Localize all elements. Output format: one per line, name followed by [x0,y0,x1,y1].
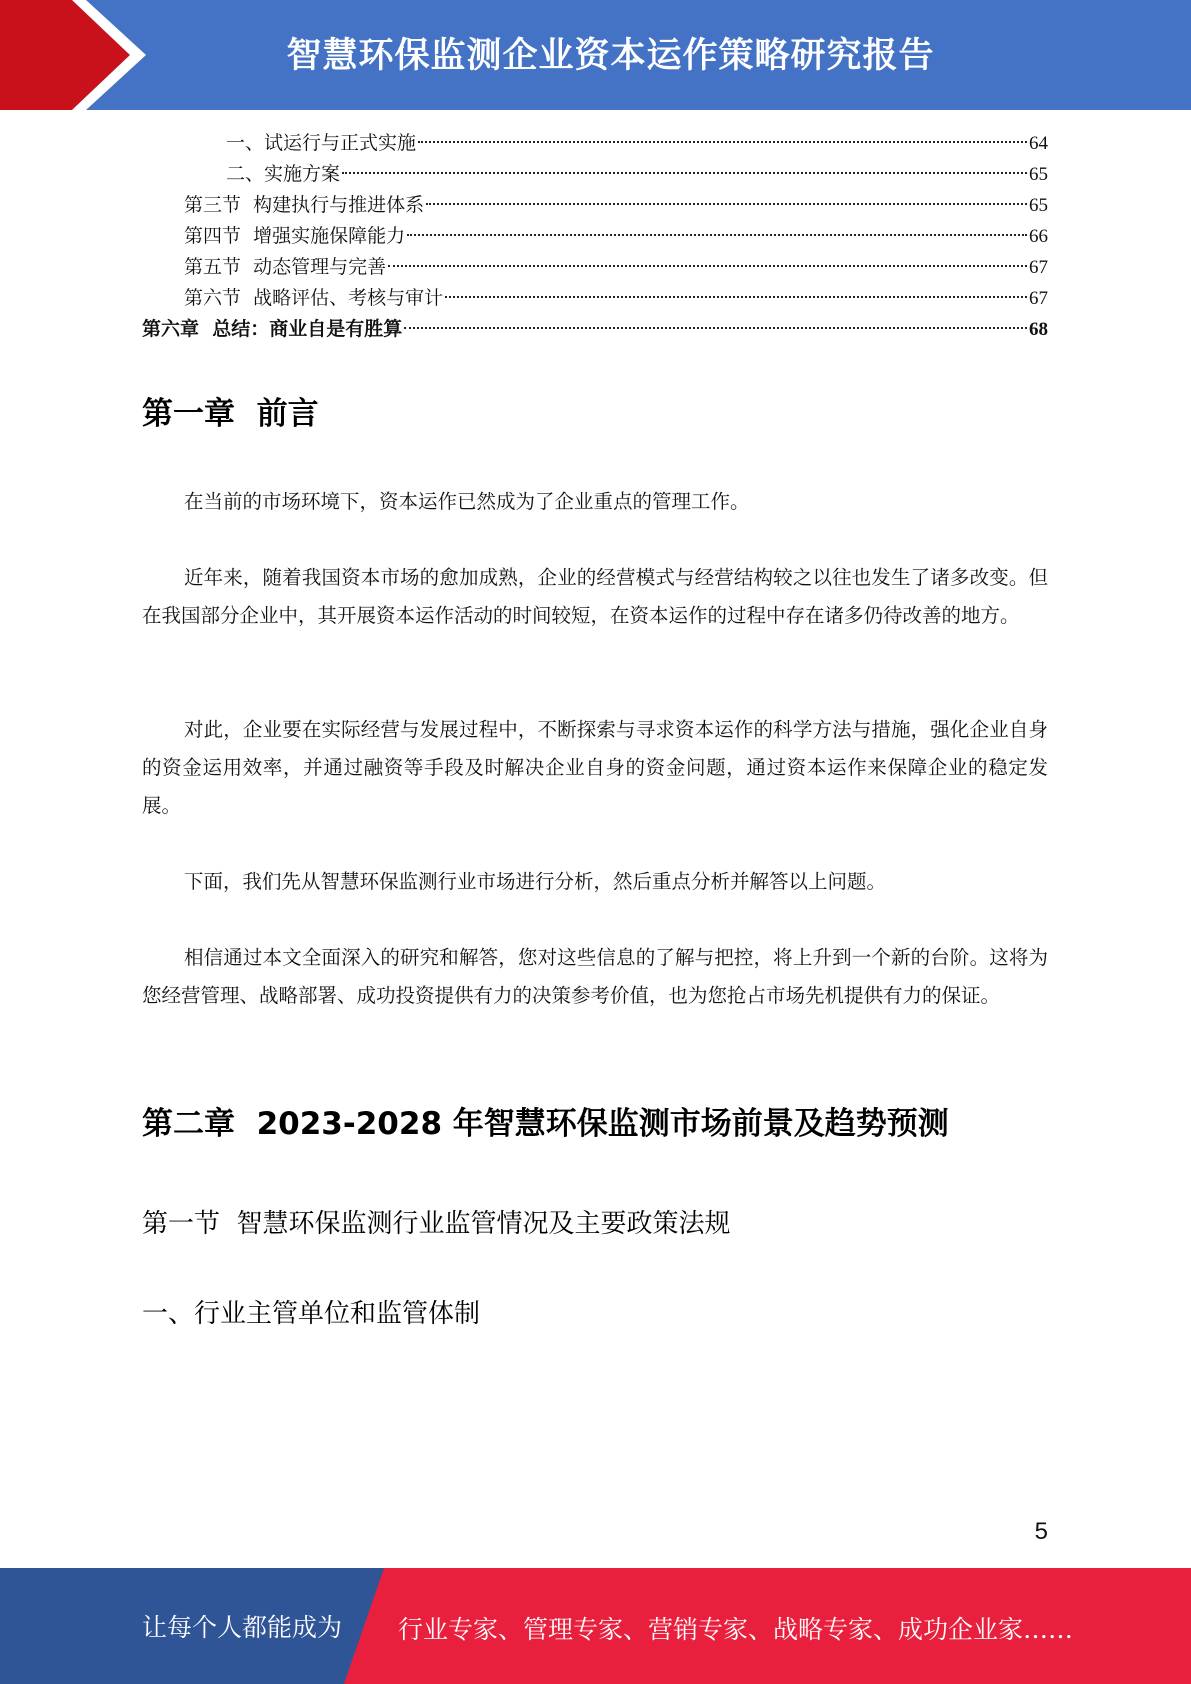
footer-banner [0,1568,1191,1684]
toc-item[interactable] [142,252,1048,283]
paragraph: 对此，企业要在实际经营与发展过程中，不断探索与寻求资本运作的科学方法与措施，强化企业自身的资金运用效率，并通过融资等手段及时解决企业自身的资金问题，通过资本运作来保障企业的稳定发展。 [142,718,1048,817]
paragraph: 在当前的市场环境下，资本运作已然成为了企业重点的管理工作。 [184,490,750,513]
toc-item[interactable] [142,283,1048,314]
toc-leader-dots [404,327,1027,329]
toc-item-page: 66 [1029,226,1048,247]
toc-item-page: 67 [1029,257,1048,278]
toc-item-label: 第五节 动态管理与完善 [184,256,387,278]
section-heading: 第一节 智慧环保监测行业监管情况及主要政策法规 [142,1209,731,1239]
toc-item-label: 第四节 增强实施保障能力 [184,225,406,247]
toc-leader-dots [342,172,1027,174]
header-banner [0,0,1191,110]
toc-leader-dots [388,265,1027,267]
chapter2-heading: 第二章 2023-2028 年智慧环保监测市场前景及趋势预测 [142,1106,949,1142]
footer-slogan-left: 让每个人都能成为 [142,1613,343,1642]
toc-item[interactable] [142,159,1048,190]
paragraph: 相信通过本文全面深入的研究和解答，您对这些信息的了解与把控，将上升到一个新的台阶。这将为您经营管理、战略部署、成功投资提供有力的决策参考价值，也为您抢占市场先机提供有力的保证。 [142,946,1048,1007]
paragraph: 下面，我们先从智慧环保监测行业市场进行分析，然后重点分析并解答以上问题。 [184,870,887,893]
toc-item-label: 第六节 战略评估、考核与审计 [184,287,444,309]
toc-leader-dots [426,203,1027,205]
footer-slogan-right: 行业专家、管理专家、营销专家、战略专家、成功企业家…… [398,1615,1074,1644]
toc-leader-dots [445,296,1027,298]
toc-item-page: 68 [1029,319,1048,340]
report-title: 智慧环保监测企业资本运作策略研究报告 [286,36,935,76]
toc-item-label: 第六章 总结：商业自是有胜算 [142,318,403,340]
toc-item-label: 一、试运行与正式实施 [226,132,417,154]
toc-item-label: 二、实施方案 [226,163,341,185]
toc-item[interactable] [142,190,1048,221]
toc-item[interactable] [142,128,1048,159]
toc-item[interactable] [142,314,1048,345]
toc-item-page: 67 [1029,288,1048,309]
toc-item-page: 65 [1029,195,1048,216]
toc-item-page: 64 [1029,133,1048,154]
paragraph: 近年来，随着我国资本市场的愈加成熟，企业的经营模式与经营结构较之以往也发生了诸多改变。但在我国部分企业中，其开展资本运作活动的时间较短，在资本运作的过程中存在诸多仍待改善的地方。 [142,566,1048,627]
toc-item-label: 第三节 构建执行与推进体系 [184,194,425,216]
table-of-contents [142,128,1048,345]
toc-item-page: 65 [1029,164,1048,185]
toc-leader-dots [418,141,1027,143]
toc-item[interactable] [142,221,1048,252]
subsection-heading: 一、行业主管单位和监管体制 [142,1299,481,1329]
chapter1-heading: 第一章 前言 [142,396,319,432]
toc-leader-dots [407,234,1027,236]
page-number: 5 [1034,1518,1048,1545]
